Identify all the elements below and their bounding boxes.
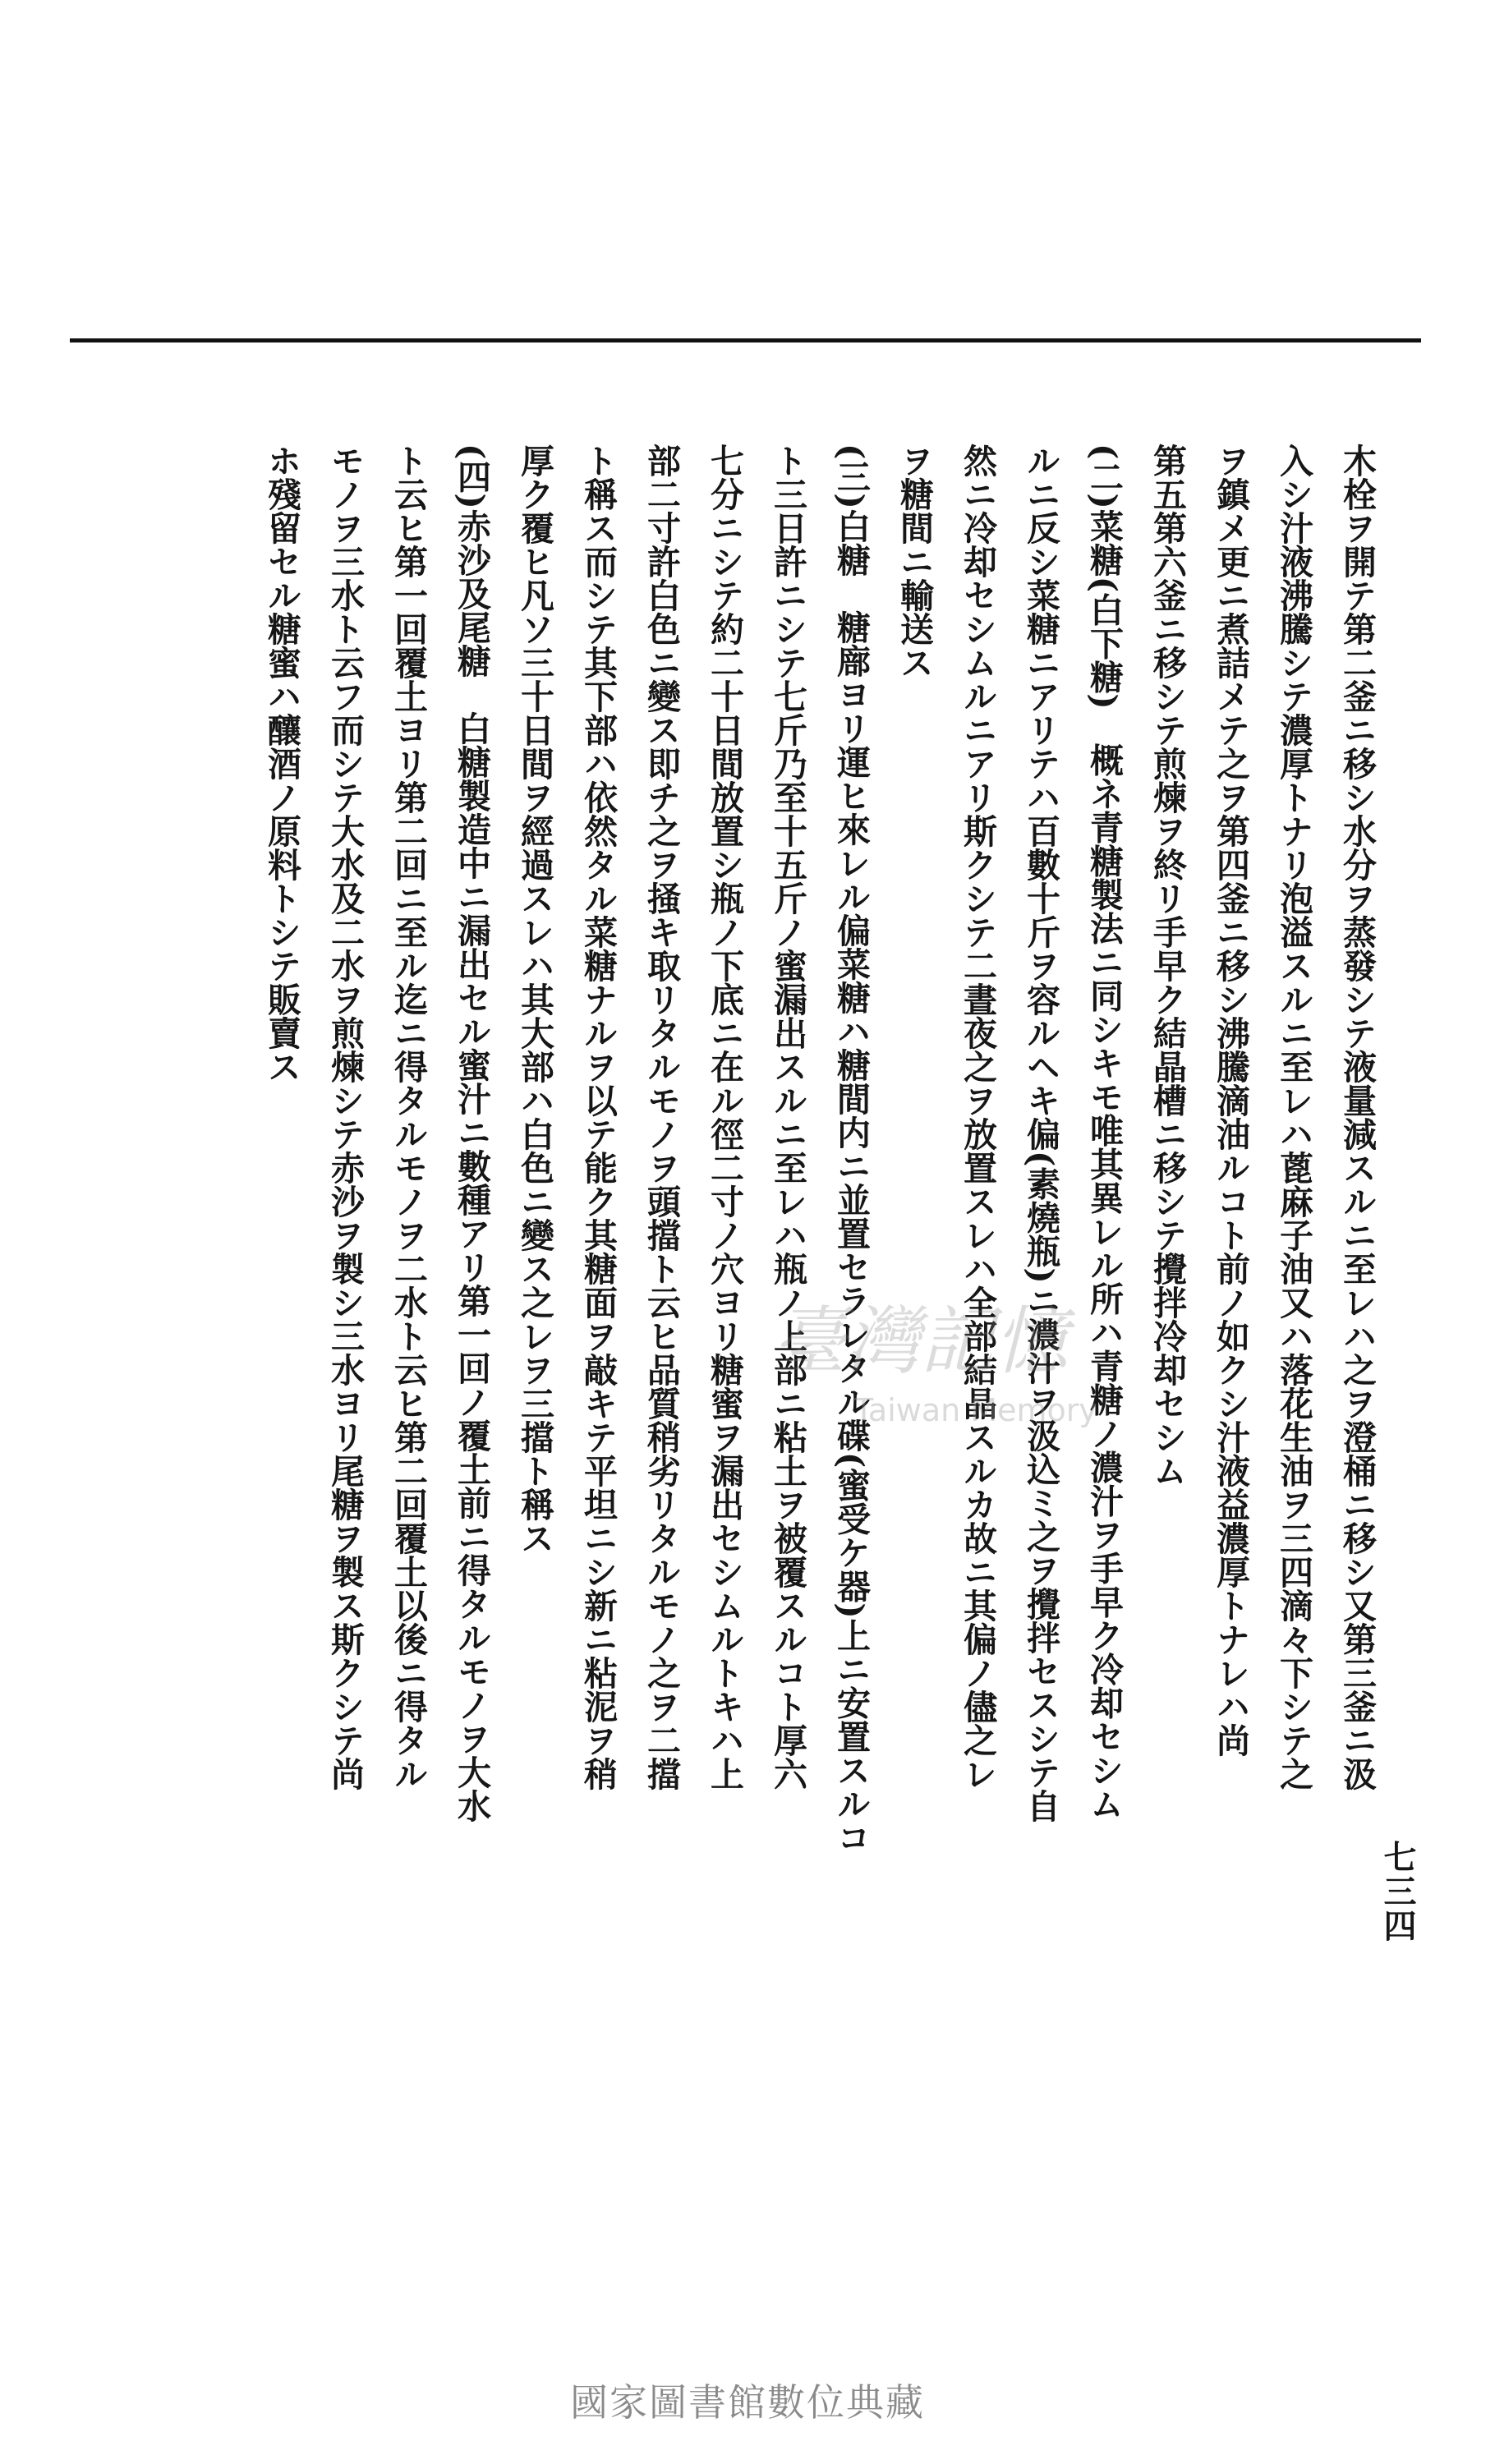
body-line: 厚ク覆ヒ凡ソ三十日間ヲ經過スレハ其大部ハ白色ニ變ス之レヲ三擋ト稱ス bbox=[515, 444, 554, 1555]
body-line: ルニ反シ菜糖ニアリテハ百數十斤ヲ容ルヘキ偏(素燒瓶)ニ濃汁ヲ汲込ミ之ヲ攪拌セスシテ自 bbox=[1021, 444, 1060, 1823]
section-4-label: (四)赤沙及尾糖 bbox=[452, 444, 491, 678]
body-text bbox=[107, 444, 1388, 2292]
header-rule bbox=[70, 338, 1421, 342]
body-line: 白糖製造中ニ漏出セル蜜汁ニ數種アリ第一回ノ覆土前ニ得タルモノヲ大水 bbox=[452, 710, 491, 1823]
body-line: 第五第六釜ニ移シテ煎煉ヲ終リ手早ク結晶槽ニ移シテ攪拌冷却セシム bbox=[1148, 444, 1187, 1487]
body-line: モノヲ三水ト云フ而シテ大水及二水ヲ煎煉シテ赤沙ヲ製シ三水ヨリ尾糖ヲ製ス斯クシテ尚 bbox=[325, 444, 365, 1791]
section-3-label: (三)白糖 bbox=[831, 444, 871, 577]
body-line: ト云ヒ第一回覆土ヨリ第二回ニ至ル迄ニ得タルモノヲ二水ト云ヒ第二回覆土以後ニ得タル bbox=[389, 444, 428, 1791]
section-4-first-line bbox=[439, 444, 503, 2292]
section-2-first-line bbox=[1072, 444, 1135, 2292]
body-line: 七分ニシテ約二十日間放置シ瓶ノ下底ニ在ル徑二寸ノ穴ヨリ糖蜜ヲ漏出セシムルトキハ上 bbox=[705, 444, 744, 1791]
body-line: 木栓ヲ開テ第二釜ニ移シ水分ヲ蒸發シテ液量減スルニ至レハ之ヲ澄桶ニ移シ又第三釜ニ汲 bbox=[1337, 444, 1377, 1791]
body-line: ト三日許ニシテ七斤乃至十五斤ノ蜜漏出スルニ至レハ瓶ノ上部ニ粘土ヲ被覆スルコト厚六 bbox=[768, 444, 807, 1791]
body-line: ホ殘留セル糖蜜ハ釀酒ノ原料トシテ販賣ス bbox=[262, 444, 301, 1083]
body-line: 糖廍ヨリ運ヒ來レル偏菜糖ハ糖間内ニ並置セラレタル碟(蜜受ケ器)上ニ安置スルコ bbox=[831, 609, 871, 1855]
footer-credit: 國家圖書館數位典藏 bbox=[570, 2380, 925, 2425]
page-number: 七三四 bbox=[1378, 1840, 1417, 1943]
watermark-logo: 臺灣記憶 bbox=[772, 1299, 1068, 1385]
body-line: 概ネ青糖製法ニ同シキモ唯其異レル所ハ青糖ノ濃汁ヲ手早ク冷却セシム bbox=[1084, 742, 1124, 1821]
section-2-label: (二)菜糖(白下糖) bbox=[1084, 444, 1124, 710]
body-line: 入シ汁液沸騰シテ濃厚トナリ泡溢スルニ至レハ蓖麻子油又ハ落花生油ヲ三四滴々下シテ之 bbox=[1274, 444, 1313, 1791]
body-line: 部二寸許白色ニ變ス即チ之ヲ掻キ取リタルモノヲ頭擋ト云ヒ品質稍劣リタルモノ之ヲ二擋 bbox=[642, 444, 681, 1791]
body-line: ヲ糖間ニ輸送ス bbox=[895, 444, 934, 679]
body-line: 然ニ冷却セシムルニアリ斯クシテ二晝夜之ヲ放置スレハ全部結晶スルカ故ニ其偏ノ儘之レ bbox=[958, 444, 997, 1791]
watermark-subtitle: Taiwan Memory bbox=[854, 1392, 1097, 1428]
body-line: ヲ鎮メ更ニ煮詰メテ之ヲ第四釜ニ移シ沸騰滴油ルコト前ノ如クシ汁液益濃厚トナレハ尚 bbox=[1211, 444, 1250, 1757]
body-line: ト稱ス而シテ其下部ハ依然タル菜糖ナルヲ以テ能ク其糖面ヲ敲キテ平坦ニシ新ニ粘泥ヲ稍 bbox=[578, 444, 618, 1791]
